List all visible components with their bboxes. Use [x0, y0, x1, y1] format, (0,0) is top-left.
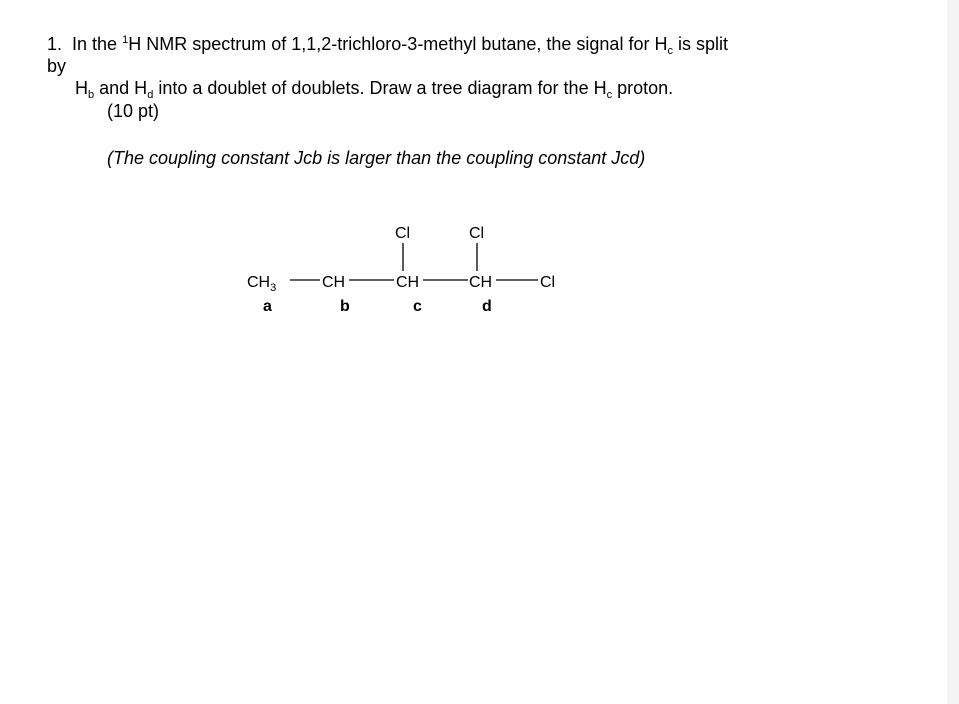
question-points — [107, 101, 159, 121]
molecule-structure — [240, 215, 580, 325]
label-b: b — [340, 298, 350, 315]
isotope-mass: 1 — [122, 34, 129, 46]
points-value: (10 pt) — [107, 101, 160, 121]
question-line3-end: proton. — [617, 78, 674, 98]
question-number: 1. — [47, 34, 63, 54]
question-intro: In the — [72, 34, 118, 54]
hb-main: H — [75, 78, 88, 98]
hc-subscript: c — [667, 45, 673, 57]
question-line-2 — [47, 56, 66, 76]
ch-c: CH — [396, 274, 420, 291]
question-line3-rest: into a doublet of doublets. Draw a tree diagram for the H — [158, 78, 607, 98]
cl-top-d: Cl — [469, 225, 485, 242]
cl-right: Cl — [540, 274, 556, 291]
hd-subscript: d — [147, 89, 154, 101]
question-line-3 — [75, 78, 674, 101]
label-a: a — [263, 298, 272, 315]
cl-top-c: Cl — [395, 225, 411, 242]
ch-d: CH — [469, 274, 493, 291]
question-note — [107, 148, 645, 168]
question-line1-end: is split — [677, 34, 728, 54]
question-line-1 — [47, 34, 728, 57]
label-d: d — [482, 298, 492, 315]
question-line2: by — [47, 56, 67, 76]
ch3-group: $CH_3$ — [247, 274, 277, 294]
isotope-symbol: H — [128, 34, 142, 54]
and-text: and H — [99, 78, 148, 98]
coupling-note: (The coupling constant Jcb is larger than the coupling constant Jcd) — [107, 148, 646, 168]
hc2-subscript: c — [606, 89, 613, 101]
ch-b: CH — [322, 274, 346, 291]
hb-subscript: b — [88, 89, 95, 101]
question-line1-rest: NMR spectrum of 1,1,2-trichloro-3-methyl butane, the signal for H — [146, 34, 668, 54]
page-gutter — [947, 0, 959, 704]
label-c: c — [413, 298, 422, 315]
